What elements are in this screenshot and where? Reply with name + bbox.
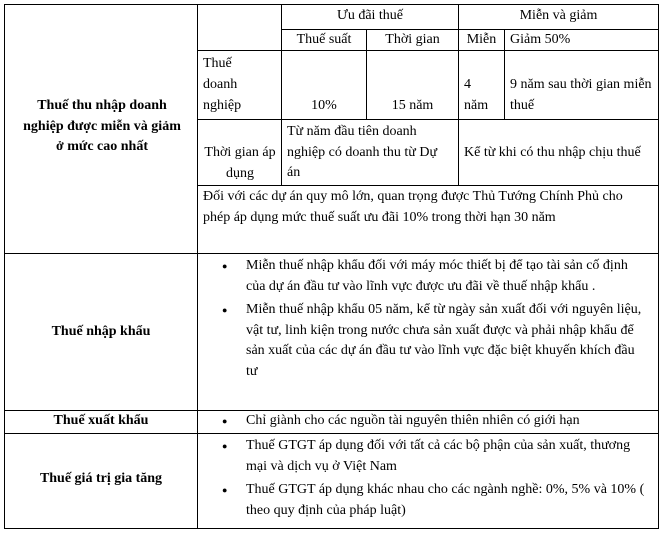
header-mien: Miễn <box>466 32 497 47</box>
grid-line <box>197 185 659 186</box>
thue-dn-label-2: doanh <box>203 77 238 92</box>
list-item: ● Chỉ giành cho các nguồn tài nguyên thiên nhiên có giới hạn <box>198 411 653 432</box>
grid-line <box>4 4 659 5</box>
list-item: ● Miễn thuế nhập khẩu đối với máy móc thiết bị để tạo tài sản cố định của dự án đầu tư vào lĩnh vực được ưu đãi về thuế nhập khẩu . <box>198 256 648 297</box>
thoi-gian-ap-dung-label: Thời gian áp dụng <box>204 145 276 181</box>
grid-line <box>658 4 659 529</box>
grid-line <box>504 29 505 119</box>
thoi-gian-value: 15 năm <box>391 98 434 113</box>
gtgt-list <box>198 436 653 521</box>
list-item: ● Thuế GTGT áp dụng đối với tất cả các bộ phận của sản xuất, thương mại và dịch vụ ở Việt Nam <box>198 436 653 477</box>
header-thue-suat: Thuế suất <box>296 32 352 47</box>
thoi-gian-uu-dai: Từ năm đầu tiên doanh nghiệp có doanh thu từ Dự án <box>287 124 438 180</box>
nhap-khau-list <box>198 256 648 382</box>
header-giam-50: Giảm 50% <box>510 32 571 47</box>
header-uu-dai-thue: Ưu đãi thuế <box>336 8 404 23</box>
xuat-khau-list <box>198 411 653 432</box>
thue-dn-label-3: nghiệp <box>203 98 242 113</box>
tndn-note: Đối với các dự án quy mô lớn, quan trọng được Thủ Tướng Chính Phủ cho phép áp dụng mức thuế suất ưu đãi 10% trong thời hạn 30 năm <box>203 189 623 225</box>
grid-line <box>4 528 659 529</box>
header-mien-va-giam: Miễn và giảm <box>519 8 598 23</box>
row-label-gtgt: Thuế giá trị gia tăng <box>39 471 163 486</box>
thoi-gian-mien-giam: Kể từ khi có thu nhập chịu thuế <box>464 145 641 160</box>
row-label-tndn: Thuế thu nhập doanh nghiệp được miễn và giảm ở mức cao nhất <box>23 98 181 154</box>
thue-dn-label-1: Thuế <box>203 56 232 71</box>
grid-line <box>4 433 659 434</box>
list-item: ● Thuế GTGT áp dụng khác nhau cho các ngành nghề: 0%, 5% và 10% ( theo quy định của pháp luật) <box>198 480 653 521</box>
header-thoi-gian: Thời gian <box>385 32 440 47</box>
row-label-nhap-khau: Thuế nhập khẩu <box>51 324 151 339</box>
thue-suat-value: 10% <box>311 98 337 113</box>
list-item: ● Miễn thuế nhập khẩu 05 năm, kể từ ngày sản xuất đối với nguyên liệu, vật tư, linh kiện trong nước chưa sản xuất được và phải nhập khẩu để sản xuất của các dự án đầu tư vào lĩnh vực đặc biệt khuyến khích đầu tư <box>198 300 648 382</box>
grid-line <box>458 119 459 185</box>
grid-line <box>281 119 282 185</box>
mien-value-2: năm <box>464 98 489 113</box>
row-label-xuat-khau: Thuế xuất khẩu <box>53 413 149 428</box>
grid-line <box>4 253 659 254</box>
mien-value-1: 4 <box>464 77 471 92</box>
grid-line <box>4 4 5 529</box>
grid-line <box>197 119 659 120</box>
giam-value: 9 năm sau thời gian miễn thuế <box>510 77 652 113</box>
